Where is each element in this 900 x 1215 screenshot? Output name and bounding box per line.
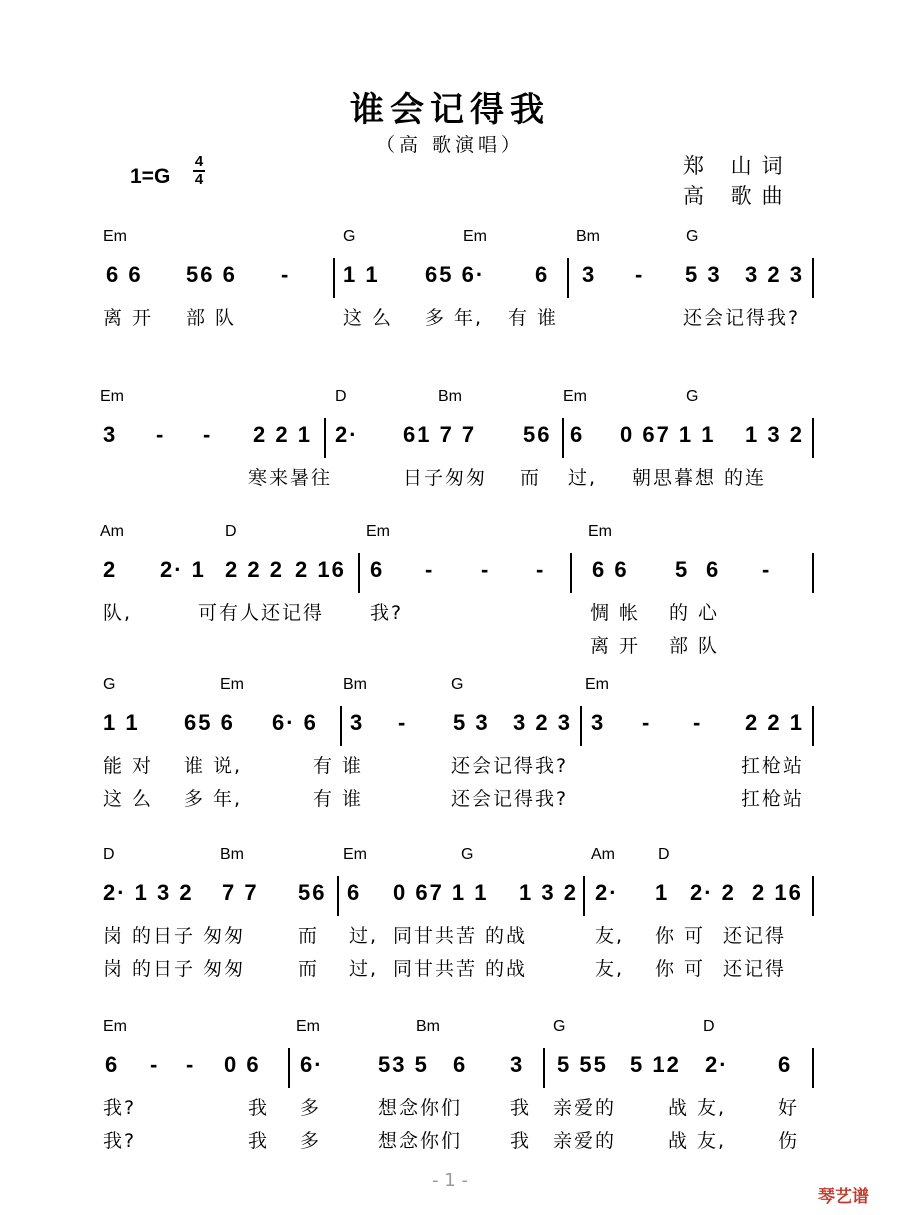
lyric-text: 离 开 xyxy=(590,635,641,657)
note-group: 6 xyxy=(105,1052,120,1077)
note-group: 3 xyxy=(103,422,118,447)
note-group: 2 16 xyxy=(295,557,346,582)
bar-line xyxy=(333,258,335,298)
lyric-text: 同甘共苦 的战 xyxy=(393,958,528,980)
note-group: - xyxy=(536,557,546,582)
chord-symbol: D xyxy=(225,523,237,540)
chord-symbol: Em xyxy=(588,523,612,540)
chord-symbol: D xyxy=(658,846,670,863)
lyric-text: 我 xyxy=(510,1097,532,1119)
note-group: 6 xyxy=(453,1052,468,1077)
note-group: 2 2 1 xyxy=(745,710,804,735)
note-group: 65 6· xyxy=(425,262,486,287)
chord-symbol: G xyxy=(461,846,474,863)
note-group: 6· 6 xyxy=(272,710,318,735)
lyric-text: 离 开 xyxy=(103,307,154,329)
lyric-text: 亲爱的 xyxy=(553,1130,617,1152)
lyric-text: 岗 的日子 匆匆 xyxy=(103,925,246,947)
note-group: - xyxy=(693,710,703,735)
chord-symbol: Bm xyxy=(576,228,600,245)
key-signature: 1=G xyxy=(130,165,171,188)
note-group: 61 7 7 xyxy=(403,422,477,447)
note-group: - xyxy=(156,422,166,447)
bar-line xyxy=(580,706,582,746)
chord-symbol: Am xyxy=(591,846,615,863)
lyric-text: 可有人还记得 xyxy=(198,602,325,624)
note-group: 3 2 3 xyxy=(745,262,804,287)
chord-symbol: D xyxy=(335,388,347,405)
lyric-text: 友, xyxy=(595,925,625,947)
bar-line xyxy=(812,706,814,746)
lyric-text: 多 年, xyxy=(184,788,243,810)
lyric-text: 我 xyxy=(248,1097,270,1119)
lyric-text: 部 队 xyxy=(186,307,237,329)
note-group: 0 67 1 1 xyxy=(393,880,489,905)
note-group: 1 xyxy=(655,880,670,905)
note-group: 6 xyxy=(370,557,385,582)
song-title: 谁会记得我 xyxy=(350,90,550,130)
note-group: 5 3 xyxy=(685,262,722,287)
note-group: - xyxy=(635,262,645,287)
note-group: 2· 1 3 2 xyxy=(103,880,194,905)
note-group: - xyxy=(481,557,491,582)
chord-symbol: D xyxy=(103,846,115,863)
chord-symbol: G xyxy=(686,388,699,405)
lyric-text: 有 谁 xyxy=(313,755,364,777)
lyric-text: 而 xyxy=(298,925,320,947)
chord-symbol: Em xyxy=(103,1018,127,1035)
chord-symbol: G xyxy=(451,676,464,693)
bar-line xyxy=(567,258,569,298)
note-group: 2 xyxy=(103,557,118,582)
lyric-text: 同甘共苦 的战 xyxy=(393,925,528,947)
bar-line xyxy=(562,418,564,458)
note-group: 1 1 xyxy=(103,710,140,735)
lyric-text: 岗 的日子 匆匆 xyxy=(103,958,246,980)
lyric-text: 我? xyxy=(103,1130,137,1152)
note-group: 2 16 xyxy=(752,880,803,905)
performer-note: （高 歌演唱） xyxy=(375,134,525,156)
lyric-text: 过, xyxy=(349,925,379,947)
note-group: - xyxy=(398,710,408,735)
bar-line xyxy=(812,876,814,916)
bar-line xyxy=(812,258,814,298)
lyric-text: 过, xyxy=(568,467,598,489)
page-number: - 1 - xyxy=(432,1170,468,1191)
chord-symbol: Em xyxy=(100,388,124,405)
note-group: 7 7 xyxy=(222,880,259,905)
note-group: 6 xyxy=(347,880,362,905)
lyric-text: 部 队 xyxy=(669,635,720,657)
note-group: 3 xyxy=(350,710,365,735)
lyric-text: 还会记得我? xyxy=(683,307,801,329)
note-group: 6· xyxy=(300,1052,324,1077)
bar-line xyxy=(324,418,326,458)
lyric-text: 多 xyxy=(300,1097,322,1119)
lyricist-credit: 郑 山词 xyxy=(683,154,793,178)
bar-line xyxy=(812,1048,814,1088)
note-group: 6 xyxy=(570,422,585,447)
note-group: 6 xyxy=(706,557,721,582)
note-group: 1 3 2 xyxy=(745,422,804,447)
lyric-text: 日子匆匆 xyxy=(403,467,488,489)
lyric-text: 惆 帐 xyxy=(590,602,641,624)
chord-symbol: Em xyxy=(463,228,487,245)
lyric-text: 有 谁 xyxy=(313,788,364,810)
lyric-text: 好 xyxy=(778,1097,800,1119)
note-group: 5 55 xyxy=(557,1052,608,1077)
lyric-text: 还会记得我? xyxy=(451,788,569,810)
note-group: 0 67 1 1 xyxy=(620,422,716,447)
note-group: 5 xyxy=(675,557,690,582)
note-group: 3 xyxy=(510,1052,525,1077)
chord-symbol: G xyxy=(553,1018,566,1035)
lyric-text: 想念你们 xyxy=(378,1097,463,1119)
lyric-text: 寒来暑往 xyxy=(248,467,333,489)
note-group: 6 6 xyxy=(106,262,143,287)
chord-symbol: G xyxy=(686,228,699,245)
note-group: 6 xyxy=(535,262,550,287)
lyric-text: 过, xyxy=(349,958,379,980)
chord-symbol: Em xyxy=(563,388,587,405)
lyric-text: 还记得 xyxy=(723,925,787,947)
note-group: 2· xyxy=(595,880,619,905)
site-logo: 琴艺谱 xyxy=(818,1187,869,1207)
note-group: - xyxy=(762,557,772,582)
chord-symbol: Em xyxy=(103,228,127,245)
lyric-text: 队, xyxy=(103,602,133,624)
lyric-text: 多 xyxy=(300,1130,322,1152)
note-group: 2· 1 xyxy=(160,557,206,582)
composer-credit: 高 歌曲 xyxy=(683,184,793,208)
lyric-text: 有 谁 xyxy=(508,307,559,329)
bar-line xyxy=(570,553,572,593)
bar-line xyxy=(340,706,342,746)
bar-line xyxy=(288,1048,290,1088)
note-group: 1 1 xyxy=(343,262,380,287)
lyric-text: 战 友, xyxy=(668,1130,727,1152)
chord-symbol: Em xyxy=(585,676,609,693)
note-group: 6 6 xyxy=(592,557,629,582)
lyric-text: 伤 xyxy=(778,1130,800,1152)
lyric-text: 还会记得我? xyxy=(451,755,569,777)
lyric-text: 扛枪站 xyxy=(741,788,805,810)
note-group: 56 xyxy=(298,880,327,905)
note-group: 5 12 xyxy=(630,1052,681,1077)
chord-symbol: Bm xyxy=(416,1018,440,1035)
chord-symbol: Em xyxy=(296,1018,320,1035)
note-group: 3 xyxy=(582,262,597,287)
lyric-text: 我 xyxy=(510,1130,532,1152)
bar-line xyxy=(543,1048,545,1088)
lyric-text: 的 心 xyxy=(669,602,720,624)
note-group: 3 xyxy=(591,710,606,735)
lyric-text: 你 可 xyxy=(655,958,706,980)
lyric-text: 我? xyxy=(103,1097,137,1119)
note-group: 56 6 xyxy=(186,262,237,287)
note-group: 0 6 xyxy=(224,1052,261,1077)
chord-symbol: Em xyxy=(366,523,390,540)
note-group: 2· 2 xyxy=(690,880,736,905)
lyric-text: 想念你们 xyxy=(378,1130,463,1152)
note-group: 3 2 3 xyxy=(513,710,572,735)
chord-symbol: G xyxy=(343,228,356,245)
note-group: 53 5 xyxy=(378,1052,429,1077)
lyric-text: 而 xyxy=(520,467,542,489)
note-group: - xyxy=(281,262,291,287)
bar-line xyxy=(812,418,814,458)
lyric-text: 我 xyxy=(248,1130,270,1152)
time-signature xyxy=(193,155,205,187)
bar-line xyxy=(812,553,814,593)
chord-symbol: Am xyxy=(100,523,124,540)
note-group: - xyxy=(203,422,213,447)
note-group: 2 2 2 xyxy=(225,557,284,582)
lyric-text: 这 么 xyxy=(103,788,154,810)
note-group: 2· xyxy=(335,422,359,447)
note-group: - xyxy=(642,710,652,735)
time-signature-top: 4 xyxy=(194,153,204,170)
lyric-text: 而 xyxy=(298,958,320,980)
lyric-text: 这 么 xyxy=(343,307,394,329)
chord-symbol: Bm xyxy=(438,388,462,405)
chord-symbol: D xyxy=(703,1018,715,1035)
note-group: 1 3 2 xyxy=(519,880,578,905)
note-group: 6 xyxy=(778,1052,793,1077)
lyric-text: 战 友, xyxy=(668,1097,727,1119)
lyric-text: 能 对 xyxy=(103,755,154,777)
lyric-text: 亲爱的 xyxy=(553,1097,617,1119)
note-group: 65 6 xyxy=(184,710,235,735)
lyric-text: 朝思暮想 的连 xyxy=(632,467,767,489)
lyric-text: 你 可 xyxy=(655,925,706,947)
lyric-text: 还记得 xyxy=(723,958,787,980)
time-signature-bottom: 4 xyxy=(194,171,204,188)
chord-symbol: Bm xyxy=(220,846,244,863)
note-group: - xyxy=(186,1052,196,1077)
note-group: 56 xyxy=(523,422,552,447)
lyric-text: 扛枪站 xyxy=(741,755,805,777)
lyric-text: 谁 说, xyxy=(184,755,243,777)
lyric-text: 我? xyxy=(370,602,404,624)
bar-line xyxy=(337,876,339,916)
bar-line xyxy=(583,876,585,916)
bar-line xyxy=(358,553,360,593)
chord-symbol: G xyxy=(103,676,116,693)
chord-symbol: Bm xyxy=(343,676,367,693)
chord-symbol: Em xyxy=(343,846,367,863)
note-group: 5 3 xyxy=(453,710,490,735)
lyric-text: 友, xyxy=(595,958,625,980)
note-group: 2 2 1 xyxy=(253,422,312,447)
note-group: 2· xyxy=(705,1052,729,1077)
note-group: - xyxy=(425,557,435,582)
chord-symbol: Em xyxy=(220,676,244,693)
note-group: - xyxy=(150,1052,160,1077)
lyric-text: 多 年, xyxy=(425,307,484,329)
